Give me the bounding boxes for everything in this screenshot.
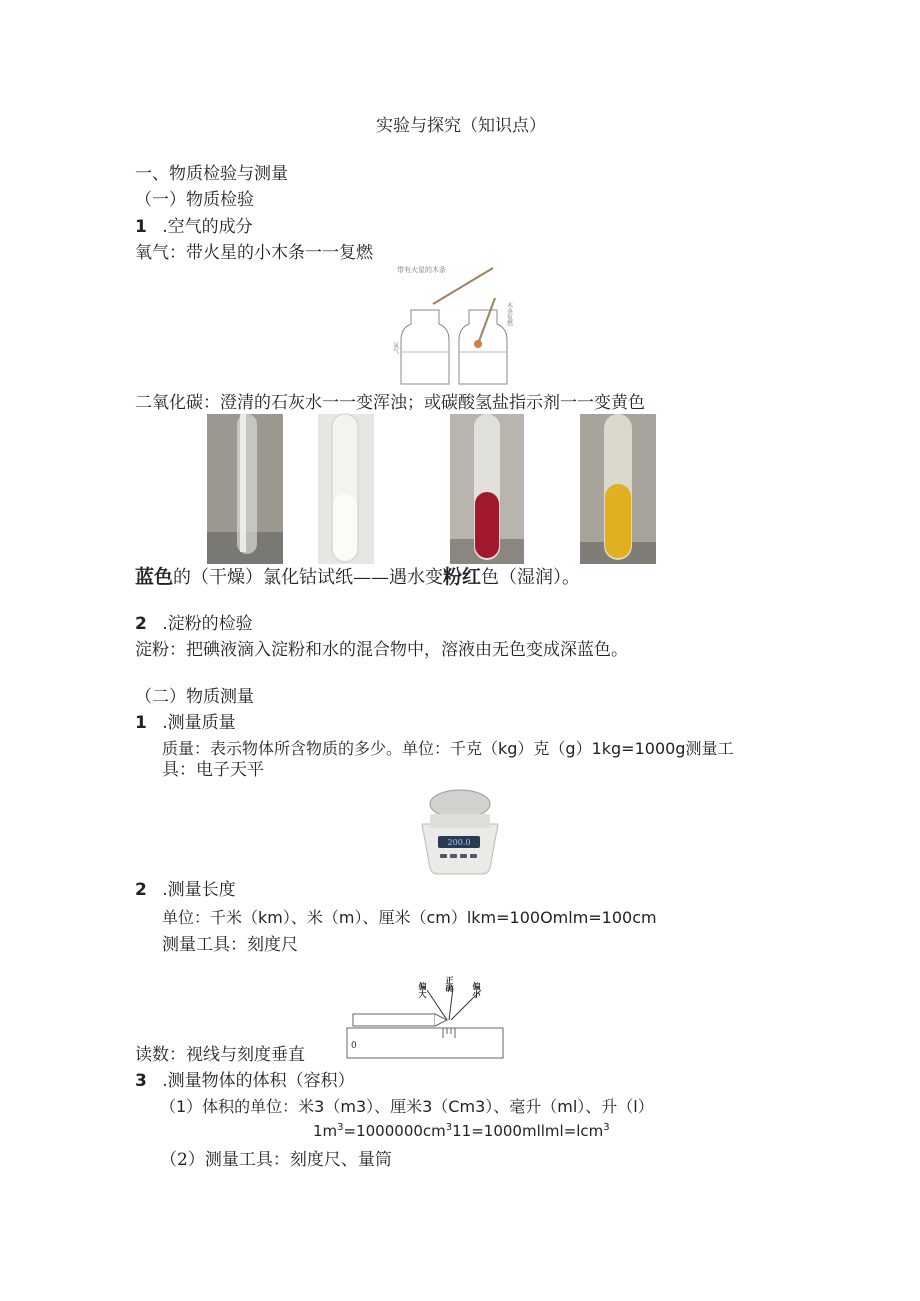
- subsection-heading: （二）物质测量: [135, 687, 254, 707]
- volume-formula-exp: 3: [445, 1122, 453, 1133]
- item-number: 1: [135, 713, 147, 733]
- starch-text: 淀粉：把碘液滴入淀粉和水的混合物中，溶液由无色变成深蓝色。: [135, 640, 628, 660]
- item-number: 3: [135, 1071, 147, 1091]
- volume-units: （1）体积的单位：米3（m3）、厘米3（Cm3）、毫升（ml）、升（l）: [160, 1097, 654, 1116]
- ruler-label-right: 正确: [445, 976, 455, 992]
- volume-formula-b: =1000000cm: [343, 1122, 446, 1140]
- item-title: .测量物体的体积（容积）: [162, 1071, 355, 1091]
- test-tube-photo-red: [450, 414, 524, 564]
- ruler-label-big: 偏大: [418, 982, 428, 998]
- section-heading: 一、物质检验与测量: [135, 164, 288, 184]
- volume-tools: （2）测量工具：刻度尺、量筒: [160, 1150, 392, 1170]
- item-heading: [135, 880, 236, 900]
- length-reading: 读数：视线与刻度垂直: [135, 1045, 305, 1065]
- mass-text-line1: 质量：表示物体所含物质的多少。单位：千克（kg）克（g）1kg=1000g测量工: [162, 739, 734, 758]
- volume-formula-exp: 3: [337, 1122, 344, 1133]
- fig-right-label: 木条复燃: [505, 302, 513, 326]
- subsection-heading: （一）物质检验: [135, 190, 254, 210]
- cobalt-text-end: 色（湿润）。: [481, 567, 581, 588]
- item-number: 2: [135, 614, 147, 634]
- fig-bottle-label: 氧气: [391, 342, 399, 354]
- ruler-zero-label: 0: [351, 1041, 357, 1051]
- item-heading: [135, 713, 236, 733]
- item-title: .空气的成分: [162, 217, 253, 237]
- volume-formula-a: 1m: [313, 1122, 338, 1140]
- test-tube-photo-yellow: [580, 414, 656, 564]
- oxygen-text: 氧气：带火星的小木条一一复燃: [135, 243, 373, 263]
- item-title: .淀粉的检验: [162, 614, 253, 634]
- ruler-reading-figure: [343, 968, 505, 1062]
- cobalt-text: [135, 566, 580, 589]
- ruler-label-small: 偏小: [472, 982, 482, 998]
- test-tube-photo-turbid: [318, 414, 374, 564]
- item-title: .测量质量: [162, 713, 236, 733]
- volume-formula: [313, 1122, 610, 1140]
- item-title: .测量长度: [162, 880, 236, 900]
- test-tube-photo-clear: [207, 414, 283, 564]
- blue-color-word: 蓝色: [135, 566, 174, 588]
- mass-text-line2: 具：电子天平: [162, 760, 264, 780]
- item-heading: [135, 1071, 355, 1091]
- item-heading: [135, 614, 253, 634]
- length-tool: 测量工具：刻度尺: [162, 935, 298, 955]
- page-title: 实验与探究（知识点）: [376, 116, 546, 136]
- length-units: 单位：千米（km）、米（m）、厘米（cm）lkm=100Omlm=100cm: [162, 908, 657, 927]
- item-number: 2: [135, 880, 147, 900]
- oxygen-bottle-figure: [393, 262, 525, 390]
- balance-display: 200.0: [447, 838, 471, 847]
- cobalt-text-middle: 的（干燥）氯化钴试纸——遇水变: [173, 567, 444, 588]
- pink-color-word: 粉红: [443, 566, 482, 588]
- volume-formula-c: 11=1000mllml=lcm: [452, 1122, 604, 1140]
- fig-left-label: 带有火星的木条: [397, 266, 446, 274]
- item-number: 1: [135, 217, 147, 237]
- co2-text: 二氧化碳：澄清的石灰水一一变浑浊；或碳酸氢盐指示剂一一变黄色: [135, 393, 645, 413]
- volume-formula-exp: 3: [603, 1122, 610, 1133]
- item-heading: [135, 217, 253, 237]
- electronic-balance-figure: [418, 784, 500, 876]
